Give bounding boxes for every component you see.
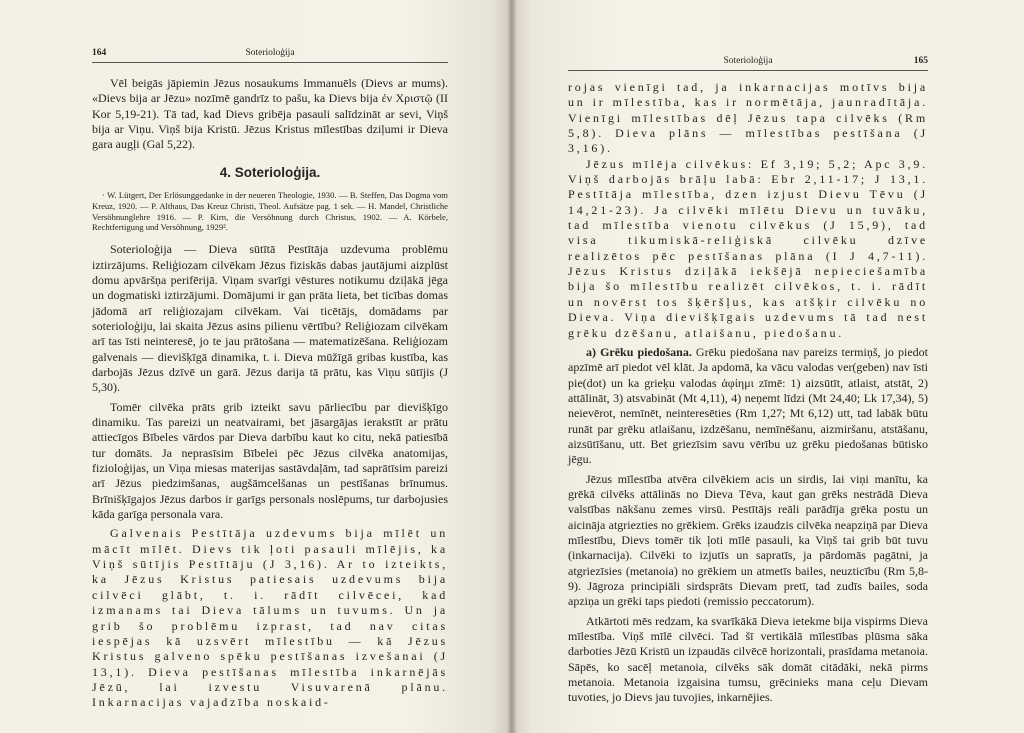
running-title: Soterioloģija bbox=[245, 48, 295, 58]
book-gutter bbox=[507, 0, 517, 733]
right-page bbox=[512, 0, 1024, 733]
text-column bbox=[568, 80, 928, 706]
page-header bbox=[92, 44, 448, 63]
paragraph: Atkārtoti mēs redzam, ka svarīkākā Dieva ietekme bija vispirms Dieva mīlestība. Viņš mīlē cilvēci. Tad šī vertikālā mīlestības plūsma sāka darboties Jēzū Kristū un izpaudās cilvēcē horizontali, prasīdama metanoia. Sāpēs, ko sacēļ metanoia, cilvēks sāk domāt citādāki, nekā pirms metanoia. Metanoia izgaisina tumsu, grēcinieks mana ceļu Dievam tuvoties, jo Dievs jau tuvojies, inkarnējies. bbox=[568, 613, 928, 705]
paragraph-text: Grēku piedošana nav pareizs termiņš, jo piedot apzīmē arī piedot vēl klāt. Ja apdomā, ka vācu valodas ver(geben) nav īsti pie(dot) un ka grieķu valodas ἀφίημι zīmē: 1) aizsūtīt, atlaist, atstāt, 2) attālināt, 3) atsvabināt (Mt 4,11), 4) neņemt līdzi (Mt 24,40; Lk 17,34), 5) neievērot, nemīnēt, neinteresēties (Rm 1,27; Mt 6,12) utt, tad labāk būtu runāt par grēku atlaišanu, izdzēšanu, nemīnēšanu, aizmiršanu, atstāšanu, aizsūtīšanu, utt. Bet griezīsim savu vērību uz grēku piedošanas būtisko jēgu. bbox=[568, 344, 928, 467]
text-column bbox=[92, 76, 448, 711]
paragraph: Soterioloģija — Dieva sūtītā Pestītāja uzdevuma problēmu iztirzājums. Reliģiozam cilvēkam Jēzus fiziskās dabas jautājumi aizplūst domu apvāršņa perifērijā. Viņam svarīgi vēstures notikumu dziļākā jēga un dogmatiski iztirzājumi. Domājumi ir gan prāta lieta, bet ticības domas jādomā arī reliģiozajam cilvēkam. Vai ticētājs, domādams par soterioloģiju, lai skaita Jēzus asins pilienu vērtību? Reliģiozam cilvēkam arī tas īsti neinteresē, jo te jau prātošana — matematizēšana. Reliģiozam galvenais — dievišķīgā dinamika, t. i. Dieva mūžīgā gribas kustība, kas darbojās Jēzus dzīvē un garā. Jēzus darija tā prātu, kas Viņu sūtījis (J 5,30). bbox=[92, 242, 448, 395]
subsection-paragraph bbox=[568, 345, 928, 468]
page-header bbox=[568, 52, 928, 71]
bibliography-text: · W. Lütgert, Der Erlösunggedanke in der neueren Theologie, 1930. — B. Steffen, Das Dogma vom Kreuz, 1920. — P. Althaus, Das Kreuz Christi, Theol. Aufsätze pag. 1 sek. — H. Mandel, Christliche Versöhnunglehre 1916. — P. Kirn, die Versöhnung durch Christus, 1902. — A. Körbele, Rechtfertigung und Versöhnung, 1929². bbox=[92, 190, 448, 233]
running-title: Soterioloģija bbox=[723, 56, 773, 66]
paragraph: Jēzus mīlestība atvēra cilvēkiem acis un sirdis, lai viņi manītu, ka grēkā cilvēks attālinās no Dieva Tēva, kaut gan grēks nestrādā Dieva valstības nākšanu zemes virsū. Pestītājs reāli parādīja grēka postu un aicināja atgriezties no grēkiem. Grēks izaudzis cilvēka neapziņā par Dieva mīlestību, Dievs tomēr tik ļoti mīlē pasauli, ka Viņš tai grib būt tuvu (inkarnacija). Cilvēki to izjutīs un sapratīs, ja pārdomās pagātni, ja atgriezīsies (metanoia) no grēkiem un atmetīs bailes, neuzticību (Rm 5,8-9). Jāgroza principiāli sirdsprāts Dievam pretī, tad zudīs bailes, soda apziņa un grēki taps piedoti (remissio peccatorum). bbox=[568, 471, 928, 609]
spaced-paragraph: rojas vienīgi tad, ja inkarnacijas motīvs bija un ir mīlestība, kas ir normētāja, jaunradītāja. Vienīgi mīlestības dēļ Jēzus tapa cilvēks (Rm 5,8). Dieva plāns — mīlestības pestīšana (J 3,16). bbox=[568, 80, 928, 156]
spaced-paragraph: Jēzus mīlēja cilvēkus: Ef 3,19; 5,2; Apc 3,9. Viņš darbojās brāļu labā: Ebr 2,11-17; J 13,1. Pestītāja mīlestība, dzen izjust Dievu Tēvu (J 14,21-23). Ja cilvēki mīlētu Dievu un tuvāku, tad mīlestība vienotu cilvēkus (J 15,9), tad visa tikumiskā-reliģiskā cilvēku dzīve realizētos pēc pestīšanas plāna (I J 4,7-11). Jēzus Kristus dziļākā iekšējā nepieciešamība bija šo mīlestību realizēt cilvēkos, t. i. rādīt un novērst tos šķēršļus, kas atšķir cilvēku no Dieva. Viņa dievišķīgais uzdevums tā tad nest grēku dzēšanu, atlaišanu, piedošanu. bbox=[568, 156, 928, 340]
section-heading: 4. Soterioloģija. bbox=[219, 164, 321, 180]
bibliography bbox=[92, 190, 448, 233]
subsection-label: a) Grēku piedošana. bbox=[586, 344, 692, 359]
paragraph: Tomēr cilvēka prāts grib izteikt savu pārliecību par dievišķīgo dinamiku. Tas pareizi un neatvairami, bet jāsargājas ierakstīt ar prātu attiecīgos Bībeles vārdos par Dieva darbību kaut ko citu, nekā patiesībā tur domāts. Ja neprasīsim Bībelei pēc Jēzus cilvēka anatomijas, fizioloģijas, un Viņa miesas materijas sastāvdaļām, tad saprātīsim pareizi arī Jēzus piedzimšanas, augšāmcelšanas un pestīšanas brīnumus. Brīnišķīgajos Jēzus darbos ir garīgs personals noslēpums, tur darbojusies kāda garīga personala vara. bbox=[92, 399, 448, 522]
paragraph: Vēl beigās jāpiemin Jēzus nosaukums Immanuēls (Dievs ar mums). «Dievs bija ar Jēzu» nozīmē gandrīz to pašu, ka Dievs bija ἐν Χριστῷ (II Kor 5,19-21). Tā tad, kad Dievs gribēja pasauli salīdzināt ar sevi, Viņš bija ar Viņu. Viņš bija Kristū. Jēzus Kristus mīlestības dziļumi ir Dieva gara augļi (Gal 5,22). bbox=[92, 76, 448, 152]
spaced-paragraph: Galvenais Pestītāja uzdevums bija mīlēt un mācīt mīlēt. Dievs tik ļoti pasauli mīlējis, ka Viņš sūtījis Pestītāju (J 3,16). Ar to izteikts, ka Jēzus Kristus patiesais uzdevums bija cilvēci glābt, t. i. rādīt cilvēcei, kad izmanams tai Dieva tālums un tuvums. Un ja grib šo problēmu izprast, tad nav citas iespējas kā uzsvērt mīlestību — kā Jēzus Kristus galveno spēku pestīšanas izvešanai (J 13,1). Dieva pestīšanas mīlestība inkarnējās Jēzū, lai izvestu Visuvarenā plānu. Inkarnacijas vajadzība noskaid- bbox=[92, 526, 448, 710]
page-number: 165 bbox=[913, 56, 928, 66]
page-number: 164 bbox=[92, 48, 107, 58]
